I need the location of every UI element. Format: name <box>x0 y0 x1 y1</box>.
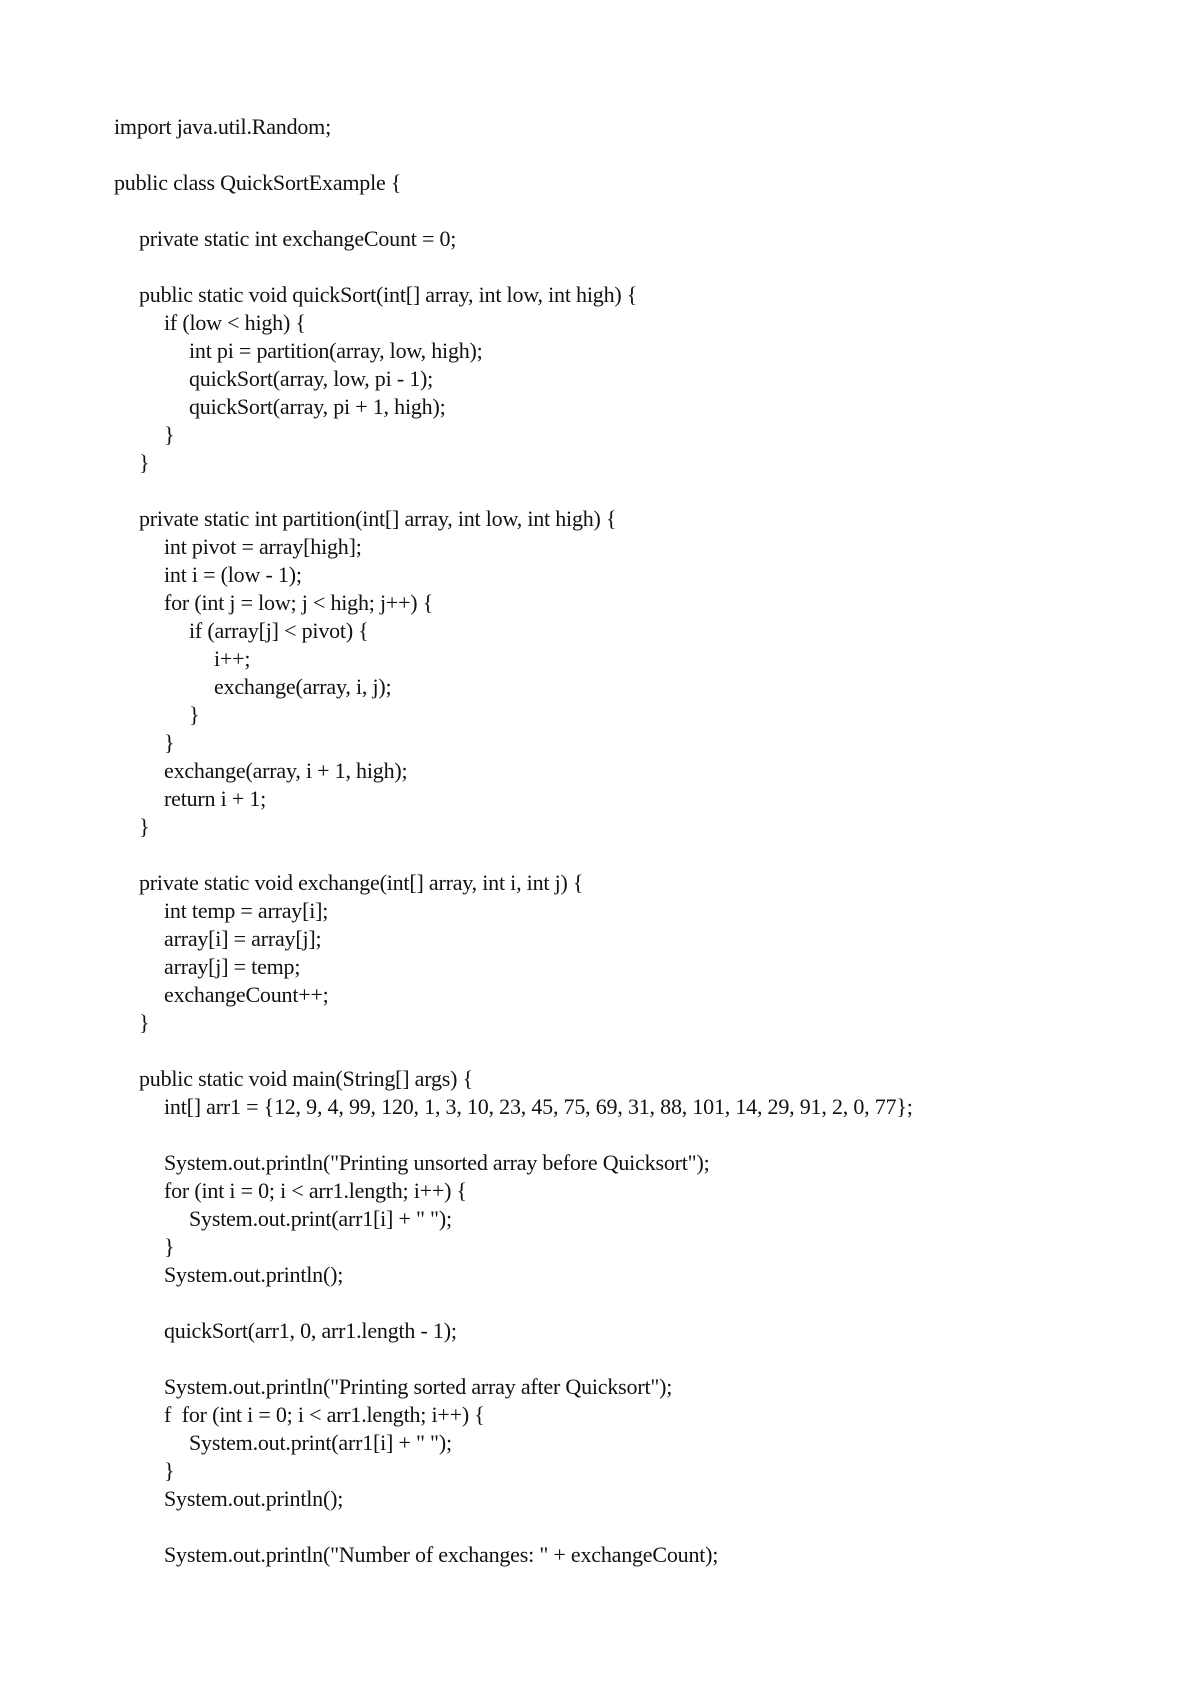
code-line: exchange(array, i + 1, high); <box>164 758 408 783</box>
code-line: System.out.println("Printing sorted array after Quicksort"); <box>164 1374 673 1399</box>
code-line: public class QuickSortExample { <box>114 170 402 195</box>
code-line: private static int exchangeCount = 0; <box>139 226 457 251</box>
code-line: array[j] = temp; <box>164 954 301 979</box>
code-line: exchangeCount++; <box>164 982 329 1007</box>
code-line: } <box>139 1010 150 1035</box>
code-line: int pi = partition(array, low, high); <box>189 338 483 363</box>
code-line: } <box>164 1458 175 1483</box>
code-line: public static void quickSort(int[] array, int low, int high) { <box>139 282 638 307</box>
code-line: for (int i = 0; i < arr1.length; i++) { <box>164 1178 467 1203</box>
code-line: } <box>164 1234 175 1259</box>
code-line: exchange(array, i, j); <box>214 674 392 699</box>
blank-line <box>114 1121 1114 1149</box>
code-line: } <box>189 702 200 727</box>
blank-line <box>114 841 1114 869</box>
code-line: f for (int i = 0; i < arr1.length; i++) { <box>164 1402 485 1427</box>
code-line: } <box>139 450 150 475</box>
code-line: private static int partition(int[] array, int low, int high) { <box>139 506 617 531</box>
code-block <box>114 113 1114 1569</box>
code-line: int i = (low - 1); <box>164 562 302 587</box>
code-line: import java.util.Random; <box>114 114 332 139</box>
code-line: private static void exchange(int[] array, int i, int j) { <box>139 870 584 895</box>
code-line: int[] arr1 = {12, 9, 4, 99, 120, 1, 3, 10, 23, 45, 75, 69, 31, 88, 101, 14, 29, 91, 2, 0, 77}; <box>164 1094 913 1119</box>
code-line: int pivot = array[high]; <box>164 534 362 559</box>
blank-line <box>114 1513 1114 1541</box>
code-line: quickSort(arr1, 0, arr1.length - 1); <box>164 1318 457 1343</box>
blank-line <box>114 1345 1114 1373</box>
code-line: i++; <box>214 646 251 671</box>
code-line: array[i] = array[j]; <box>164 926 322 951</box>
code-line: for (int j = low; j < high; j++) { <box>164 590 434 615</box>
code-line: } <box>139 814 150 839</box>
code-line: System.out.println(); <box>164 1486 344 1511</box>
code-line: if (array[j] < pivot) { <box>189 618 369 643</box>
code-line: System.out.println(); <box>164 1262 344 1287</box>
code-line: } <box>164 422 175 447</box>
code-line: int temp = array[i]; <box>164 898 329 923</box>
blank-line <box>114 1037 1114 1065</box>
code-line: if (low < high) { <box>164 310 306 335</box>
code-line: return i + 1; <box>164 786 267 811</box>
blank-line <box>114 141 1114 169</box>
blank-line <box>114 197 1114 225</box>
blank-line <box>114 477 1114 505</box>
code-line: } <box>164 730 175 755</box>
code-line: System.out.println("Number of exchanges: " + exchangeCount); <box>164 1542 719 1567</box>
code-line: quickSort(array, low, pi - 1); <box>189 366 434 391</box>
blank-line <box>114 1289 1114 1317</box>
code-line: public static void main(String[] args) { <box>139 1066 473 1091</box>
code-line: System.out.print(arr1[i] + " "); <box>189 1430 452 1455</box>
code-line: quickSort(array, pi + 1, high); <box>189 394 446 419</box>
code-line: System.out.print(arr1[i] + " "); <box>189 1206 452 1231</box>
code-line: System.out.println("Printing unsorted array before Quicksort"); <box>164 1150 710 1175</box>
blank-line <box>114 253 1114 281</box>
